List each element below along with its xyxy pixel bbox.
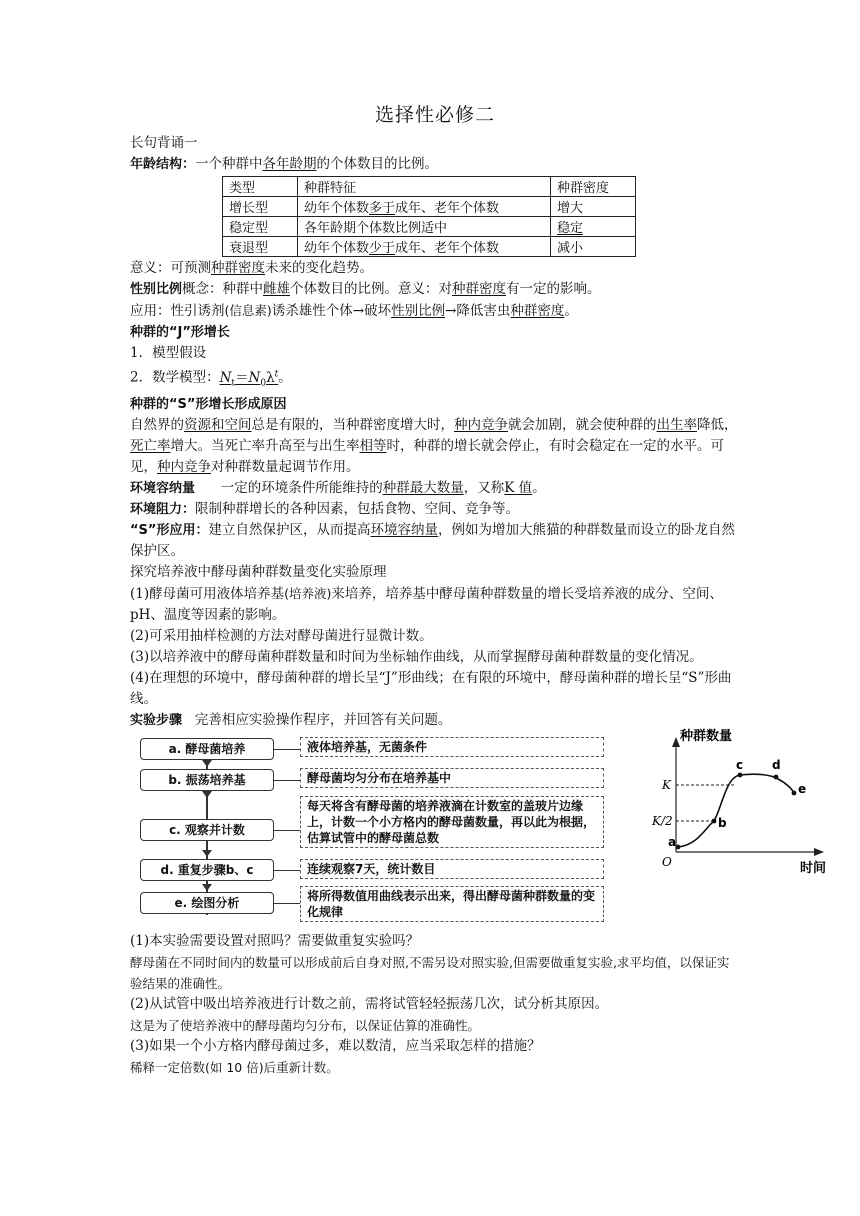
y-axis-label: 种群数量 <box>680 729 733 745</box>
table-cell: 增大 <box>551 197 636 217</box>
point-d <box>774 775 779 780</box>
k2-label: K/2 <box>652 814 673 829</box>
answer-3: 稀释一定倍数(如 10 倍)后重新计数。 <box>130 1060 339 1076</box>
age-structure-line: 年龄结构：一个种群中各年龄期的个体数目的比例。 <box>130 156 439 172</box>
flow-arrow <box>202 760 212 767</box>
step-e-box: e. 绘图分析 <box>140 892 274 914</box>
sex-ratio-line: 性别比例概念：种群中雌雄个体数目的比例。意义：对种群密度有一定的影响。 <box>130 281 601 297</box>
step-a-note: 液体培养基，无菌条件 <box>300 737 604 757</box>
experiment-flowchart <box>130 729 827 931</box>
answer-1: 酵母菌在不同时间内的数量可以形成前后自身对照,不需另设对照实验,但需要做重复实验,求平均值，以保证实验结果的准确性。 <box>130 955 730 992</box>
point-b <box>712 819 717 824</box>
table-row <box>223 237 636 257</box>
j-growth-item-2: 2．数学模型：$N_t=N_0\lambda^t$。 <box>130 369 292 389</box>
sex-ratio-application: 应用：性引诱剂(信息素)诱杀雄性个体→破坏性别比例→降低害虫种群密度。 <box>130 303 578 319</box>
question-2: (2)从试管中吸出培养液进行计数之前，需将试管轻轻振荡几次，试分析其原因。 <box>130 996 609 1013</box>
table-header: 种群特征 <box>298 177 551 197</box>
table-cell: 衰退型 <box>223 237 298 257</box>
sex-ratio-heading: 性别比例 <box>130 282 183 297</box>
page-title: 选择性必修二 <box>374 104 495 126</box>
table-cell: 幼年个体数少于成年、老年个体数 <box>298 237 551 257</box>
formula: $N_t=N_0\lambda^t$ <box>219 369 279 389</box>
steps-heading-line: 实验步骤 完善相应实验操作程序，并回答有关问题。 <box>130 712 452 729</box>
point-c-label: c <box>736 758 744 773</box>
table-cell: 稳定 <box>551 217 636 237</box>
table-cell: 幼年个体数多于成年、老年个体数 <box>298 197 551 217</box>
table-cell: 减小 <box>551 237 636 257</box>
point-e <box>792 791 797 796</box>
s-growth-heading: 种群的“S”形增长形成原因 <box>130 397 287 413</box>
principle-4: (4)在理想的环境中，酵母菌种群的增长呈“J”形曲线；在有限的环境中，酵母菌种群的增长呈“S”形曲线。 <box>130 670 732 708</box>
j-growth-heading: 种群的“J”形增长 <box>130 325 230 340</box>
origin-label: O <box>662 855 672 870</box>
page <box>130 100 827 1078</box>
question-1: (1)本实验需要设置对照吗？需要做重复实验吗？ <box>130 933 420 950</box>
carrying-capacity-line: 环境容纳量 一定的环境条件所能维持的种群最大数量，又称K 值。 <box>130 480 546 497</box>
k-label: K <box>662 778 671 793</box>
point-a-label: a <box>668 835 677 850</box>
environmental-resistance-line: 环境阻力：限制种群增长的各种因素，包括食物、空间、竞争等。 <box>130 501 520 518</box>
point-c <box>738 773 743 778</box>
table-header: 类型 <box>223 177 298 197</box>
flow-link <box>274 780 300 781</box>
s-growth-paragraph: 自然界的资源和空间总是有限的，当种群密度增大时，种内竞争就会加剧，就会使种群的出生率降低，死亡率增大。当死亡率升高至与出生率相等时，种群的增长就会停止，有时会稳定在一定的水平。可见，种内竞争对种群数量起调节作用。 <box>130 417 738 476</box>
j-growth-item-1: 1．模型假设 <box>130 345 207 361</box>
point-e-label: e <box>798 782 807 797</box>
table-cell: 各年龄期个体数比例适中 <box>298 217 551 237</box>
x-axis-arrow <box>814 848 824 856</box>
flow-link <box>274 870 300 871</box>
flow-link <box>274 830 300 831</box>
point-b-label: b <box>718 816 727 831</box>
age-structure-heading: 年龄结构： <box>130 157 196 172</box>
principle-title: 探究培养液中酵母菌种群数量变化实验原理 <box>130 564 387 581</box>
step-d-note: 连续观察7天，统计数目 <box>300 859 604 879</box>
s-curve-graph <box>648 727 838 887</box>
y-axis-arrow <box>672 737 680 747</box>
point-a <box>676 845 681 850</box>
table-row <box>223 197 636 217</box>
flow-link <box>274 749 300 750</box>
point-d-label: d <box>772 758 781 773</box>
age-structure-table <box>222 176 636 257</box>
principle-2: (2)可采用抽样检测的方法对酵母菌进行显微计数。 <box>130 628 433 645</box>
flow-arrow <box>202 791 212 798</box>
step-b-box: b. 振荡培养基 <box>140 769 274 791</box>
principle-3: (3)以培养液中的酵母菌种群数量和时间为坐标轴作曲线，从而掌握酵母菌种群数量的变化情况。 <box>130 649 703 666</box>
table-header: 种群密度 <box>551 177 636 197</box>
age-meaning: 意义：可预测种群密度未来的变化趋势。 <box>130 260 373 276</box>
question-3: (3)如果一个小方格内酵母菌过多，难以数清，应当采取怎样的措施？ <box>130 1038 541 1055</box>
s-curve <box>678 774 794 847</box>
step-e-note: 将所得数值用曲线表示出来，得出酵母菌种群数量的变化规律 <box>300 886 604 922</box>
step-c-box: c. 观察并计数 <box>140 819 274 841</box>
x-axis-label: 时间 <box>800 861 827 877</box>
answer-2: 这是为了使培养液中的酵母菌均匀分布，以保证估算的准确性。 <box>130 1018 481 1034</box>
section-label: 长句背诵一 <box>130 135 198 151</box>
flow-arrow <box>202 850 212 857</box>
step-c-note: 每天将含有酵母菌的培养液滴在计数室的盖玻片边缘上，计数一个小方格内的酵母菌数量，再以此为根据，估算试管中的酵母菌总数 <box>300 796 604 848</box>
table-header-row <box>223 177 636 197</box>
flow-link <box>274 903 300 904</box>
step-b-note: 酵母菌均匀分布在培养基中 <box>300 768 604 788</box>
s-application-line: “S”形应用：建立自然保护区，从而提高环境容纳量，例如为增加大熊猫的种群数量而设立的卧龙自然保护区。 <box>130 522 735 560</box>
table-row <box>223 217 636 237</box>
table-cell: 稳定型 <box>223 217 298 237</box>
step-d-box: d. 重复步骤b、c <box>140 859 274 881</box>
flow-arrow <box>202 884 212 891</box>
table-cell: 增长型 <box>223 197 298 217</box>
principle-1: (1)酵母菌可用液体培养基(培养液)来培养，培养基中酵母菌种群数量的增长受培养液的成分、空间、pH、温度等因素的影响。 <box>130 586 723 624</box>
step-a-box: a. 酵母菌培养 <box>140 738 274 760</box>
